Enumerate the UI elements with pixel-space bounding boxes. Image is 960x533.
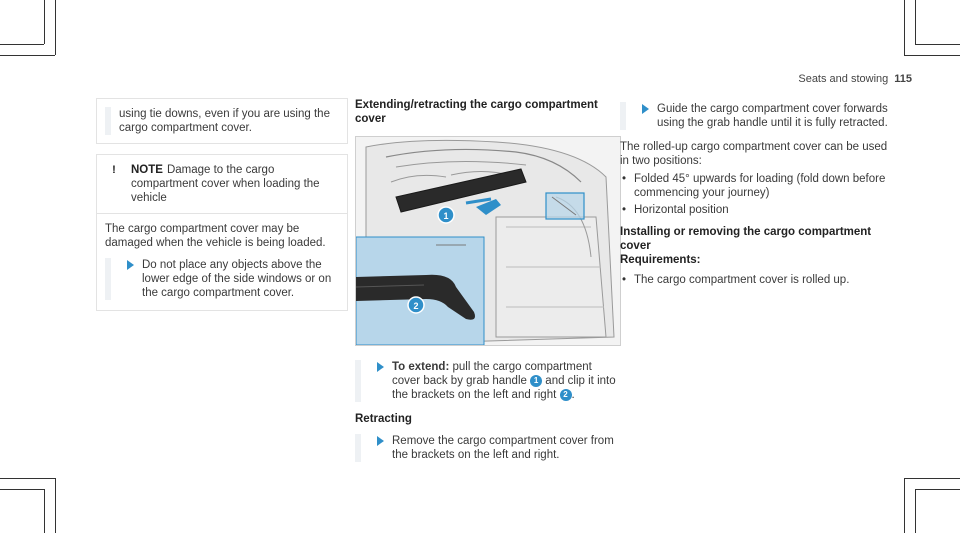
section-heading: Extending/retracting the cargo compartment cover: [355, 99, 598, 125]
note-title: NOTE: [131, 164, 163, 176]
column-middle: [355, 98, 621, 472]
box-bar: [105, 107, 111, 135]
list-item: • Folded 45° upwards for loading (fold down before commencing your journey): [620, 172, 890, 200]
arrow-icon: [642, 104, 649, 114]
note-step: [105, 258, 339, 300]
crop-mark: [0, 44, 44, 45]
column-right: [620, 98, 890, 295]
retract-text: Remove the cargo compartment cover from the brackets on the left and right.: [392, 435, 614, 461]
note-header: [97, 155, 347, 213]
crop-mark: [904, 0, 905, 55]
list-item: • Horizontal position: [620, 203, 890, 217]
callout-1: 1: [530, 375, 542, 387]
note-text: Damage to the cargo compartment cover when loading the vehicle: [131, 164, 320, 204]
crop-mark: [0, 489, 44, 490]
extend-text: [392, 360, 621, 402]
extend-label: To extend:: [392, 361, 450, 373]
install-heading: Installing or removing the cargo compartment cover: [620, 226, 872, 252]
positions-list: [620, 172, 890, 217]
cargo-compartment-illustration: [355, 136, 621, 346]
crop-mark: [915, 44, 960, 45]
crop-mark: [915, 0, 916, 44]
retracting-heading: Retracting: [355, 413, 412, 425]
crop-mark: [915, 489, 960, 490]
retract-step: [355, 434, 621, 462]
warning-icon: !: [112, 164, 116, 176]
guide-text: Guide the cargo compartment cover forwards using the grab handle until it is fully retracted.: [657, 103, 888, 129]
note-box: [96, 154, 348, 311]
note-heading: [131, 163, 339, 205]
crop-mark: [44, 0, 45, 44]
arrow-icon: [377, 436, 384, 446]
crop-mark: [55, 478, 56, 533]
extend-text-b: and clip it into the brackets on the left and right: [392, 375, 616, 401]
cargo-illustration-svg: [356, 137, 620, 345]
crop-mark: [44, 489, 45, 533]
continued-box: [96, 98, 348, 144]
arrow-icon: [377, 362, 384, 372]
rolled-text: The rolled-up cargo compartment cover can be used in two positions:: [620, 141, 888, 167]
callout-2: 2: [560, 389, 572, 401]
section-title: Seats and stowing: [798, 73, 889, 85]
requirements-label: Requirements:: [620, 254, 701, 266]
crop-mark: [55, 0, 56, 55]
requirements-list: [620, 273, 890, 287]
extend-step: [355, 360, 621, 402]
intro-text: using tie downs, even if you are using the cargo compartment cover.: [119, 108, 330, 134]
guide-step: [620, 102, 890, 130]
arrow-icon: [127, 260, 134, 270]
note-body: The cargo compartment cover may be damaged when the vehicle is being loaded.: [105, 223, 326, 249]
image-callout-2: 2: [413, 301, 419, 311]
page-number: 115: [894, 73, 912, 85]
extend-text-a: pull the cargo compartment cover back by grab handle: [392, 361, 592, 387]
crop-mark: [904, 478, 960, 479]
list-item: • The cargo compartment cover is rolled up.: [620, 273, 890, 287]
running-header: [798, 72, 912, 86]
crop-mark: [915, 489, 916, 533]
note-step-text: Do not place any objects above the lower edge of the side windows or on the cargo compartment cover.: [142, 259, 332, 299]
extend-text-c: .: [571, 389, 575, 401]
crop-mark: [904, 55, 960, 56]
image-callout-1: 1: [443, 211, 449, 221]
crop-mark: [0, 55, 55, 56]
crop-mark: [0, 478, 55, 479]
crop-mark: [904, 478, 905, 533]
column-left: [96, 98, 348, 311]
